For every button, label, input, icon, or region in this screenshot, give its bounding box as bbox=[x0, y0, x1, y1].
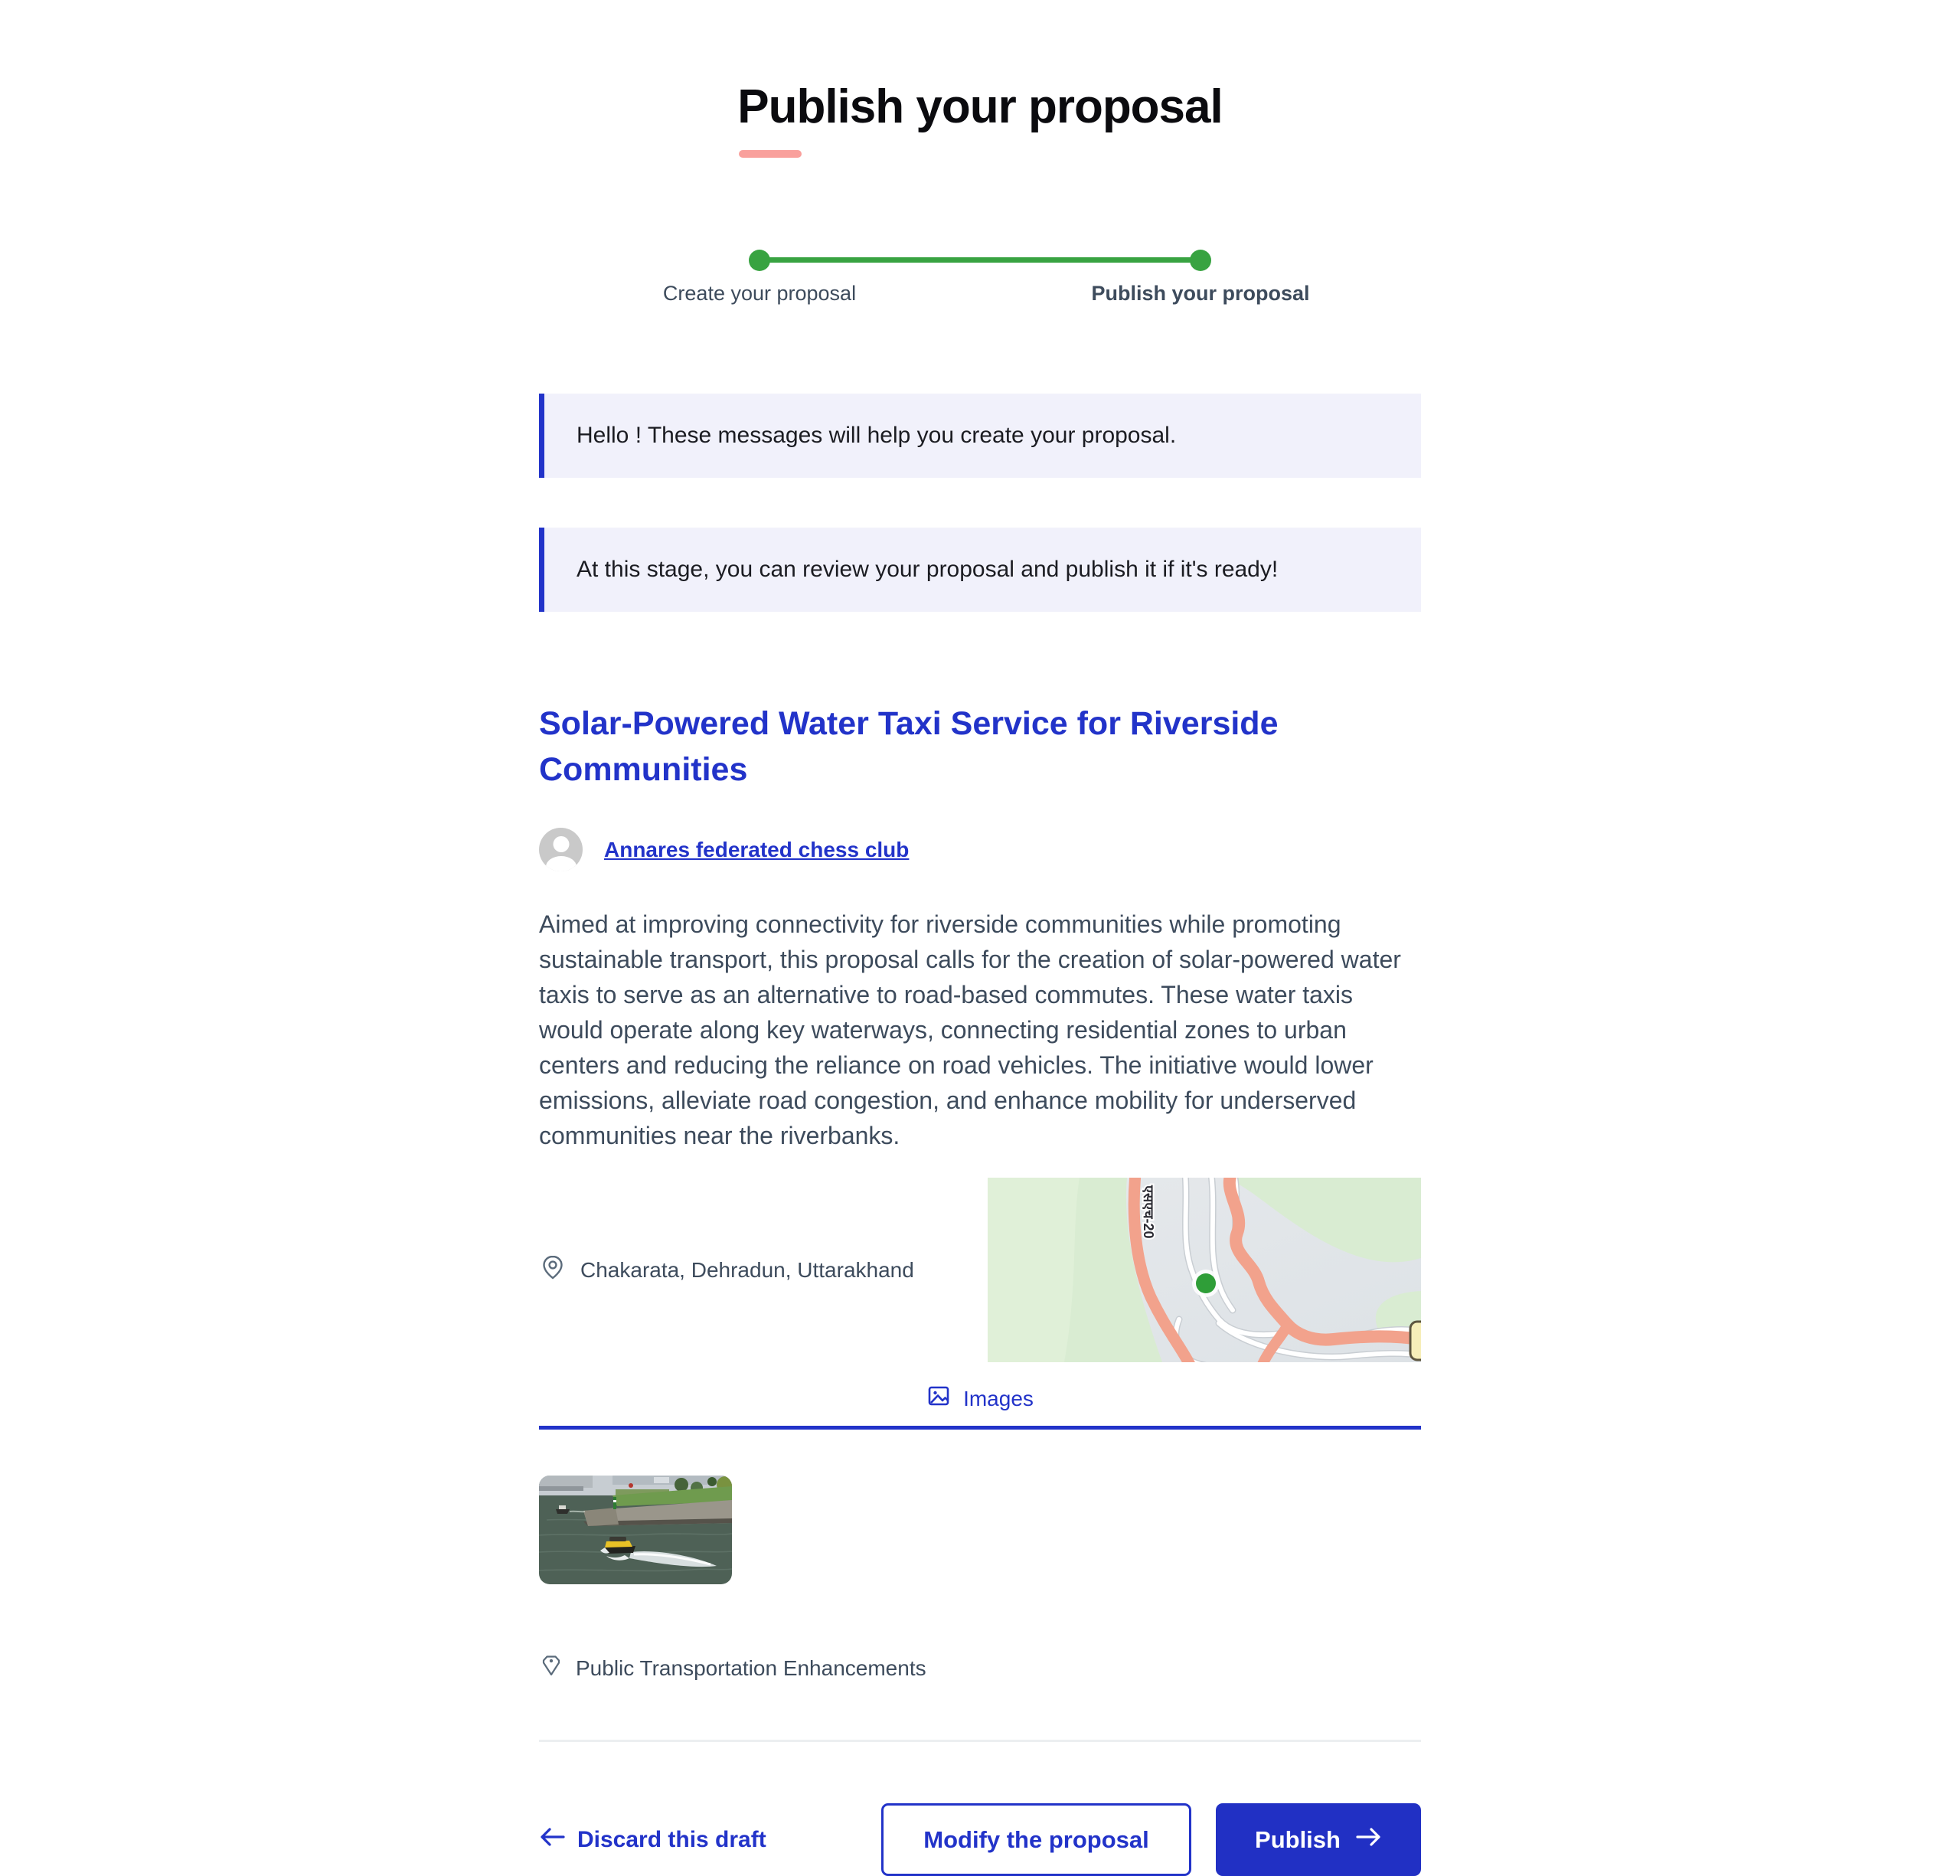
author-link[interactable]: Annares federated chess club bbox=[604, 837, 910, 861]
location-map bbox=[988, 1178, 1421, 1362]
map-road-label: एसएच-20 bbox=[1141, 1185, 1156, 1239]
modify-proposal-label: Modify the proposal bbox=[923, 1825, 1149, 1853]
proposal-wizard-stepper bbox=[539, 233, 1421, 322]
help-callout bbox=[539, 394, 1421, 478]
section-divider bbox=[539, 1740, 1421, 1742]
discard-draft-link[interactable] bbox=[539, 1826, 766, 1854]
category-row bbox=[539, 1653, 1421, 1683]
category-tag-label: Public Transportation Enhancements bbox=[576, 1655, 926, 1680]
author-avatar-icon bbox=[539, 828, 583, 871]
map-green-area-left-light bbox=[988, 1178, 1080, 1362]
page-title bbox=[737, 80, 1223, 135]
location-text: Chakarata, Dehradun, Uttarakhand bbox=[580, 1257, 914, 1282]
proposal-image-thumbnail[interactable] bbox=[539, 1476, 732, 1584]
location-row bbox=[539, 1178, 1421, 1362]
discard-draft-label: Discard this draft bbox=[577, 1826, 766, 1852]
stepper-connector-line bbox=[760, 257, 1200, 263]
title-underline-decoration bbox=[739, 150, 802, 158]
modify-proposal-button[interactable] bbox=[881, 1803, 1191, 1876]
right-arrow-icon bbox=[1356, 1826, 1382, 1854]
tag-icon bbox=[539, 1653, 564, 1683]
proposal-title: Solar-Powered Water Taxi Service for Riverside Communities bbox=[539, 705, 1279, 788]
image-icon bbox=[926, 1384, 951, 1414]
page-title-text: Publish your proposal bbox=[737, 80, 1223, 133]
step-done-dot-icon bbox=[749, 250, 770, 271]
map-route-shield bbox=[1410, 1322, 1421, 1360]
help-callout-text: At this stage, you can review your proposal and publish it if it's ready! bbox=[577, 557, 1279, 582]
help-callout bbox=[539, 528, 1421, 612]
footer-actions bbox=[539, 1803, 1421, 1876]
left-arrow-icon bbox=[539, 1826, 565, 1854]
map-marker-icon bbox=[1192, 1270, 1220, 1297]
tab-images-label: Images bbox=[963, 1386, 1034, 1410]
author-row bbox=[539, 828, 1421, 871]
stepper-step-create: Create your proposal bbox=[662, 282, 857, 305]
attachments-tab-bar bbox=[539, 1384, 1421, 1430]
help-callout-text: Hello ! These messages will help you create your proposal. bbox=[577, 423, 1177, 448]
location-pin-icon bbox=[539, 1253, 567, 1286]
publish-label: Publish bbox=[1255, 1825, 1341, 1853]
tab-images[interactable] bbox=[926, 1384, 1034, 1414]
page-header bbox=[0, 0, 1960, 135]
step-active-dot-icon bbox=[1190, 250, 1211, 271]
location-address bbox=[539, 1253, 988, 1286]
proposal-body: Aimed at improving connectivity for riverside communities while promoting sustainable transport, this proposal calls for the creation of solar-powered water taxis to serve as an alternative to road-based commutes. These water taxis would operate along key waterways, connecting residential zones to urban centers and reducing the reliance on road vehicles. The initiative would lower emissions, alleviate road congestion, and enhance mobility for underserved communities near the riverbanks. bbox=[539, 910, 1401, 1149]
stepper-step-publish: Publish your proposal bbox=[1091, 282, 1310, 305]
publish-button[interactable] bbox=[1216, 1803, 1421, 1876]
